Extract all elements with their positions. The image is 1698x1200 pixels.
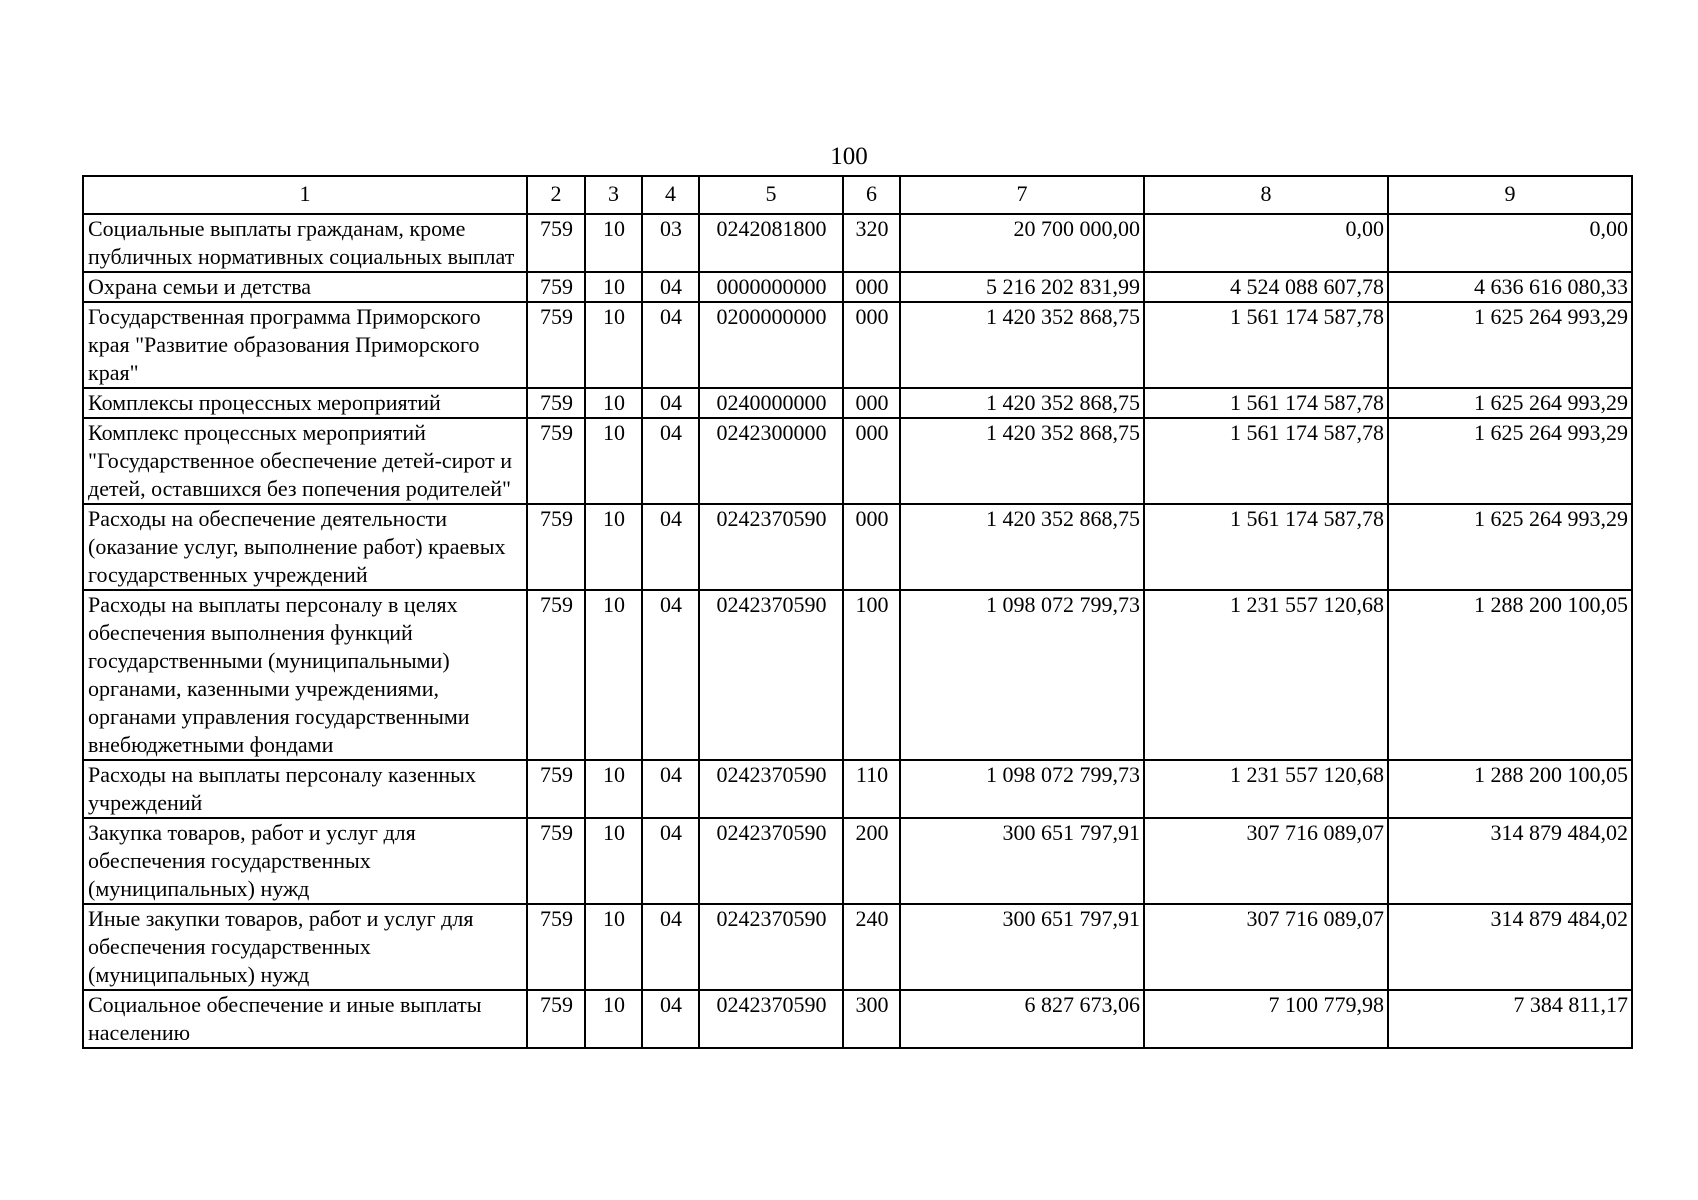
column-header-8: 8 bbox=[1144, 176, 1388, 214]
row-col-8: 307 716 089,07 bbox=[1144, 818, 1388, 904]
row-name: Социальное обеспечение и иные выплаты населению bbox=[83, 990, 527, 1048]
row-col-5: 0242081800 bbox=[699, 214, 843, 272]
row-col-9: 1 625 264 993,29 bbox=[1388, 302, 1632, 388]
row-col-3: 10 bbox=[585, 214, 642, 272]
row-col-4: 04 bbox=[642, 388, 699, 418]
row-col-7: 1 420 352 868,75 bbox=[900, 418, 1144, 504]
row-col-5: 0240000000 bbox=[699, 388, 843, 418]
column-header-3: 3 bbox=[585, 176, 642, 214]
row-name: Расходы на выплаты персоналу в целях обеспечения выполнения функций государственными (муниципальными) органами, казенными учреждениями, органами управления государственными внебюджетными фондами bbox=[83, 590, 527, 760]
row-col-4: 04 bbox=[642, 504, 699, 590]
row-col-2: 759 bbox=[527, 504, 585, 590]
row-col-8: 1 561 174 587,78 bbox=[1144, 504, 1388, 590]
column-header-1: 1 bbox=[83, 176, 527, 214]
row-col-8: 1 231 557 120,68 bbox=[1144, 760, 1388, 818]
row-col-3: 10 bbox=[585, 818, 642, 904]
row-col-8: 4 524 088 607,78 bbox=[1144, 272, 1388, 302]
row-col-4: 04 bbox=[642, 990, 699, 1048]
row-col-4: 04 bbox=[642, 418, 699, 504]
row-col-2: 759 bbox=[527, 990, 585, 1048]
row-col-2: 759 bbox=[527, 418, 585, 504]
table-row bbox=[83, 272, 1632, 302]
column-header-6: 6 bbox=[843, 176, 900, 214]
row-col-9: 314 879 484,02 bbox=[1388, 904, 1632, 990]
row-col-2: 759 bbox=[527, 388, 585, 418]
table-row bbox=[83, 214, 1632, 272]
row-col-5: 0242300000 bbox=[699, 418, 843, 504]
row-col-8: 1 561 174 587,78 bbox=[1144, 418, 1388, 504]
budget-table bbox=[82, 175, 1633, 1049]
table-row bbox=[83, 990, 1632, 1048]
page-number: 100 bbox=[830, 143, 868, 170]
row-col-3: 10 bbox=[585, 272, 642, 302]
row-col-6: 110 bbox=[843, 760, 900, 818]
row-col-5: 0242370590 bbox=[699, 504, 843, 590]
row-col-3: 10 bbox=[585, 418, 642, 504]
row-col-3: 10 bbox=[585, 590, 642, 760]
row-col-9: 1 288 200 100,05 bbox=[1388, 590, 1632, 760]
row-name: Комплекс процессных мероприятий "Государственное обеспечение детей-сирот и детей, оставшихся без попечения родителей" bbox=[83, 418, 527, 504]
row-name: Комплексы процессных мероприятий bbox=[83, 388, 527, 418]
row-col-6: 100 bbox=[843, 590, 900, 760]
row-col-3: 10 bbox=[585, 388, 642, 418]
row-col-6: 000 bbox=[843, 272, 900, 302]
row-col-2: 759 bbox=[527, 904, 585, 990]
row-col-2: 759 bbox=[527, 272, 585, 302]
row-col-9: 1 625 264 993,29 bbox=[1388, 418, 1632, 504]
row-col-5: 0242370590 bbox=[699, 818, 843, 904]
row-col-5: 0242370590 bbox=[699, 990, 843, 1048]
row-col-7: 1 098 072 799,73 bbox=[900, 760, 1144, 818]
row-col-2: 759 bbox=[527, 818, 585, 904]
row-col-3: 10 bbox=[585, 504, 642, 590]
table-row bbox=[83, 418, 1632, 504]
row-name: Охрана семьи и детства bbox=[83, 272, 527, 302]
column-header-2: 2 bbox=[527, 176, 585, 214]
row-col-7: 1 420 352 868,75 bbox=[900, 504, 1144, 590]
row-col-8: 1 561 174 587,78 bbox=[1144, 388, 1388, 418]
row-col-9: 4 636 616 080,33 bbox=[1388, 272, 1632, 302]
row-col-5: 0242370590 bbox=[699, 760, 843, 818]
table-row bbox=[83, 760, 1632, 818]
row-col-7: 300 651 797,91 bbox=[900, 818, 1144, 904]
row-col-4: 04 bbox=[642, 302, 699, 388]
row-col-3: 10 bbox=[585, 904, 642, 990]
row-col-9: 1 288 200 100,05 bbox=[1388, 760, 1632, 818]
row-col-7: 1 420 352 868,75 bbox=[900, 388, 1144, 418]
row-col-7: 6 827 673,06 bbox=[900, 990, 1144, 1048]
table-row bbox=[83, 302, 1632, 388]
row-name: Расходы на выплаты персоналу казенных учреждений bbox=[83, 760, 527, 818]
column-header-4: 4 bbox=[642, 176, 699, 214]
row-col-6: 320 bbox=[843, 214, 900, 272]
column-header-9: 9 bbox=[1388, 176, 1632, 214]
row-col-2: 759 bbox=[527, 590, 585, 760]
row-col-4: 04 bbox=[642, 904, 699, 990]
row-col-6: 000 bbox=[843, 302, 900, 388]
row-col-8: 1 561 174 587,78 bbox=[1144, 302, 1388, 388]
column-header-5: 5 bbox=[699, 176, 843, 214]
header-row bbox=[83, 176, 1632, 214]
row-col-7: 5 216 202 831,99 bbox=[900, 272, 1144, 302]
row-name: Социальные выплаты гражданам, кроме публичных нормативных социальных выплат bbox=[83, 214, 527, 272]
row-col-8: 1 231 557 120,68 bbox=[1144, 590, 1388, 760]
row-col-6: 000 bbox=[843, 418, 900, 504]
row-col-4: 04 bbox=[642, 760, 699, 818]
row-col-6: 200 bbox=[843, 818, 900, 904]
table-row bbox=[83, 504, 1632, 590]
row-col-9: 1 625 264 993,29 bbox=[1388, 388, 1632, 418]
row-col-9: 0,00 bbox=[1388, 214, 1632, 272]
row-col-5: 0242370590 bbox=[699, 904, 843, 990]
row-col-4: 04 bbox=[642, 818, 699, 904]
row-col-5: 0200000000 bbox=[699, 302, 843, 388]
row-col-4: 04 bbox=[642, 272, 699, 302]
row-col-7: 300 651 797,91 bbox=[900, 904, 1144, 990]
row-col-3: 10 bbox=[585, 990, 642, 1048]
row-col-5: 0000000000 bbox=[699, 272, 843, 302]
row-col-8: 307 716 089,07 bbox=[1144, 904, 1388, 990]
row-col-9: 314 879 484,02 bbox=[1388, 818, 1632, 904]
column-header-7: 7 bbox=[900, 176, 1144, 214]
row-col-7: 1 098 072 799,73 bbox=[900, 590, 1144, 760]
row-col-7: 20 700 000,00 bbox=[900, 214, 1144, 272]
row-col-5: 0242370590 bbox=[699, 590, 843, 760]
row-col-9: 7 384 811,17 bbox=[1388, 990, 1632, 1048]
row-name: Государственная программа Приморского края "Развитие образования Приморского края" bbox=[83, 302, 527, 388]
table-row bbox=[83, 904, 1632, 990]
row-col-4: 03 bbox=[642, 214, 699, 272]
row-col-6: 300 bbox=[843, 990, 900, 1048]
row-col-2: 759 bbox=[527, 302, 585, 388]
row-col-8: 7 100 779,98 bbox=[1144, 990, 1388, 1048]
table-row bbox=[83, 818, 1632, 904]
row-col-3: 10 bbox=[585, 760, 642, 818]
row-name: Иные закупки товаров, работ и услуг для обеспечения государственных (муниципальных) нужд bbox=[83, 904, 527, 990]
row-name: Закупка товаров, работ и услуг для обеспечения государственных (муниципальных) нужд bbox=[83, 818, 527, 904]
row-col-6: 000 bbox=[843, 388, 900, 418]
row-col-2: 759 bbox=[527, 214, 585, 272]
row-col-6: 240 bbox=[843, 904, 900, 990]
table-row bbox=[83, 388, 1632, 418]
row-col-3: 10 bbox=[585, 302, 642, 388]
row-col-8: 0,00 bbox=[1144, 214, 1388, 272]
row-name: Расходы на обеспечение деятельности (оказание услуг, выполнение работ) краевых государственных учреждений bbox=[83, 504, 527, 590]
row-col-4: 04 bbox=[642, 590, 699, 760]
row-col-6: 000 bbox=[843, 504, 900, 590]
row-col-7: 1 420 352 868,75 bbox=[900, 302, 1144, 388]
table-row bbox=[83, 590, 1632, 760]
row-col-2: 759 bbox=[527, 760, 585, 818]
row-col-9: 1 625 264 993,29 bbox=[1388, 504, 1632, 590]
